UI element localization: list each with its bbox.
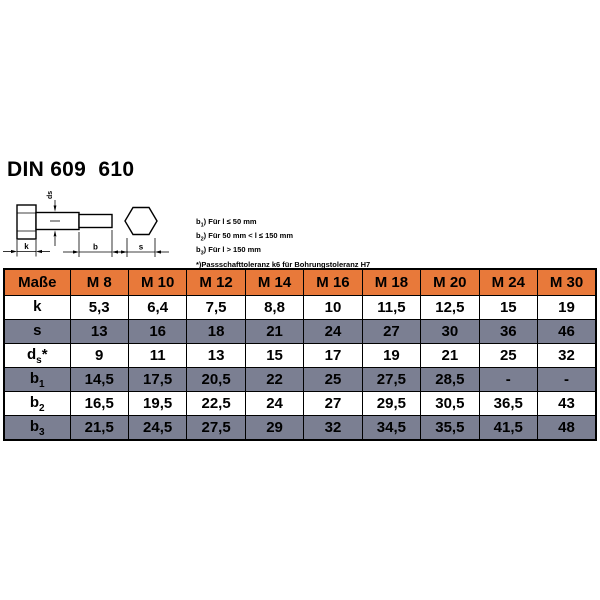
table-cell: 13 (187, 344, 245, 368)
table-cell: 36 (479, 320, 537, 344)
table-cell: 27 (362, 320, 420, 344)
table-cell: 17,5 (128, 368, 186, 392)
table-cell: 11 (128, 344, 186, 368)
table-row (4, 392, 596, 416)
table-cell: 35,5 (421, 416, 479, 441)
table-cell: 6,4 (128, 296, 186, 320)
table-cell: 13 (70, 320, 128, 344)
table-cell: 32 (538, 344, 597, 368)
footnote-line (196, 245, 370, 259)
row-label-part: b (29, 369, 40, 387)
table-cell: 34,5 (362, 416, 420, 441)
dimensions-table (3, 268, 597, 441)
table-cell: 28,5 (421, 368, 479, 392)
footnote-part: ) Für 50 mm < l ≤ 150 mm (203, 231, 294, 241)
table-row (4, 296, 596, 320)
footnote-part: 2 (200, 236, 204, 243)
footnote-part: b (196, 231, 201, 241)
table-cell: 20,5 (187, 368, 245, 392)
table-cell: 19,5 (128, 392, 186, 416)
table-cell: 25 (304, 368, 362, 392)
column-header: M 18 (362, 269, 420, 296)
table-cell: 27 (304, 392, 362, 416)
table-cell: 5,3 (70, 296, 128, 320)
dim-label-s: s (138, 242, 144, 252)
footnote-part: b (196, 245, 201, 255)
dim-label-b: b (93, 242, 98, 252)
row-label-part: d (26, 345, 37, 363)
table-cell: 22 (245, 368, 303, 392)
bolt-side-view (17, 205, 112, 239)
table-cell: 15 (479, 296, 537, 320)
column-header: M 16 (304, 269, 362, 296)
table-cell: 7,5 (187, 296, 245, 320)
column-header: M 14 (245, 269, 303, 296)
bolt-thread (79, 215, 112, 228)
table-cell: 32 (304, 416, 362, 441)
table-cell: 8,8 (245, 296, 303, 320)
row-label (4, 320, 70, 344)
table-cell: - (538, 368, 597, 392)
row-label (4, 296, 70, 320)
footnote-line (196, 217, 370, 231)
column-header: M 12 (187, 269, 245, 296)
table-cell: 14,5 (70, 368, 128, 392)
table-cell: 19 (362, 344, 420, 368)
footnote-part: 1 (200, 222, 204, 229)
footnote-part: b (196, 217, 201, 226)
row-label-part: s (33, 321, 42, 339)
table-cell: 25 (479, 344, 537, 368)
table-cell: 17 (304, 344, 362, 368)
row-label (4, 392, 70, 416)
table-cell: 16,5 (70, 392, 128, 416)
dimension-k (3, 240, 50, 257)
table-cell: 19 (538, 296, 597, 320)
row-label (4, 416, 70, 441)
row-label-part: s (36, 354, 42, 366)
table-cell: 29 (245, 416, 303, 441)
table-cell: 21 (245, 320, 303, 344)
table-cell: 9 (70, 344, 128, 368)
bolt-head (17, 205, 36, 239)
hex-head-front-view (125, 208, 157, 235)
row-label-part: b (29, 393, 40, 411)
table-cell: 21 (421, 344, 479, 368)
footnote-part: ) Für l > 150 mm (203, 245, 261, 255)
footnote-part: ) Für l ≤ 50 mm (203, 217, 257, 226)
row-label-part: * (41, 345, 48, 363)
page-title: DIN 609 610 (7, 158, 135, 181)
table-cell: 21,5 (70, 416, 128, 441)
table-cell: 46 (538, 320, 597, 344)
table-row (4, 344, 596, 368)
table-row (4, 320, 596, 344)
table-cell: 12,5 (421, 296, 479, 320)
column-header: M 8 (70, 269, 128, 296)
bolt-technical-drawing (0, 183, 180, 268)
table-cell: 27,5 (362, 368, 420, 392)
row-label-part: 2 (39, 402, 45, 414)
row-label-part: k (33, 297, 42, 315)
column-header: M 24 (479, 269, 537, 296)
column-header: M 20 (421, 269, 479, 296)
footnote-part: *)Passschafttoleranz k6 für Bohrungstoleranz H7 (196, 259, 371, 269)
table-cell: 24,5 (128, 416, 186, 441)
dimension-b (63, 230, 128, 257)
row-label-part: 3 (39, 426, 45, 438)
row-label (4, 368, 70, 392)
row-label-part: b (29, 417, 40, 435)
table-header-row (4, 269, 596, 296)
table-header (4, 269, 596, 296)
row-label (4, 344, 70, 368)
footnote-line (196, 231, 370, 245)
table-cell: 18 (187, 320, 245, 344)
table-row (4, 416, 596, 441)
table-cell: 24 (304, 320, 362, 344)
dim-label-k: k (24, 242, 29, 251)
table-cell: 16 (128, 320, 186, 344)
table-cell: 43 (538, 392, 597, 416)
table-body (4, 296, 596, 441)
table-cell: - (479, 368, 537, 392)
table-cell: 36,5 (479, 392, 537, 416)
table-cell: 22,5 (187, 392, 245, 416)
column-header: M 30 (538, 269, 597, 296)
row-label-part: 1 (39, 378, 45, 390)
header-cell-masse: Maße (4, 269, 70, 296)
table-cell: 11,5 (362, 296, 420, 320)
table-cell: 30 (421, 320, 479, 344)
table-cell: 27,5 (187, 416, 245, 441)
table-cell: 29,5 (362, 392, 420, 416)
footnotes (196, 217, 370, 274)
table-cell: 10 (304, 296, 362, 320)
table-cell: 30,5 (421, 392, 479, 416)
column-header: M 10 (128, 269, 186, 296)
table-cell: 48 (538, 416, 597, 441)
footnote-part: 3 (200, 250, 204, 257)
table-row (4, 368, 596, 392)
table-cell: 24 (245, 392, 303, 416)
table-cell: 41,5 (479, 416, 537, 441)
dimension-s (113, 238, 169, 257)
table-cell: 15 (245, 344, 303, 368)
dim-label-ds: ds (47, 190, 54, 199)
